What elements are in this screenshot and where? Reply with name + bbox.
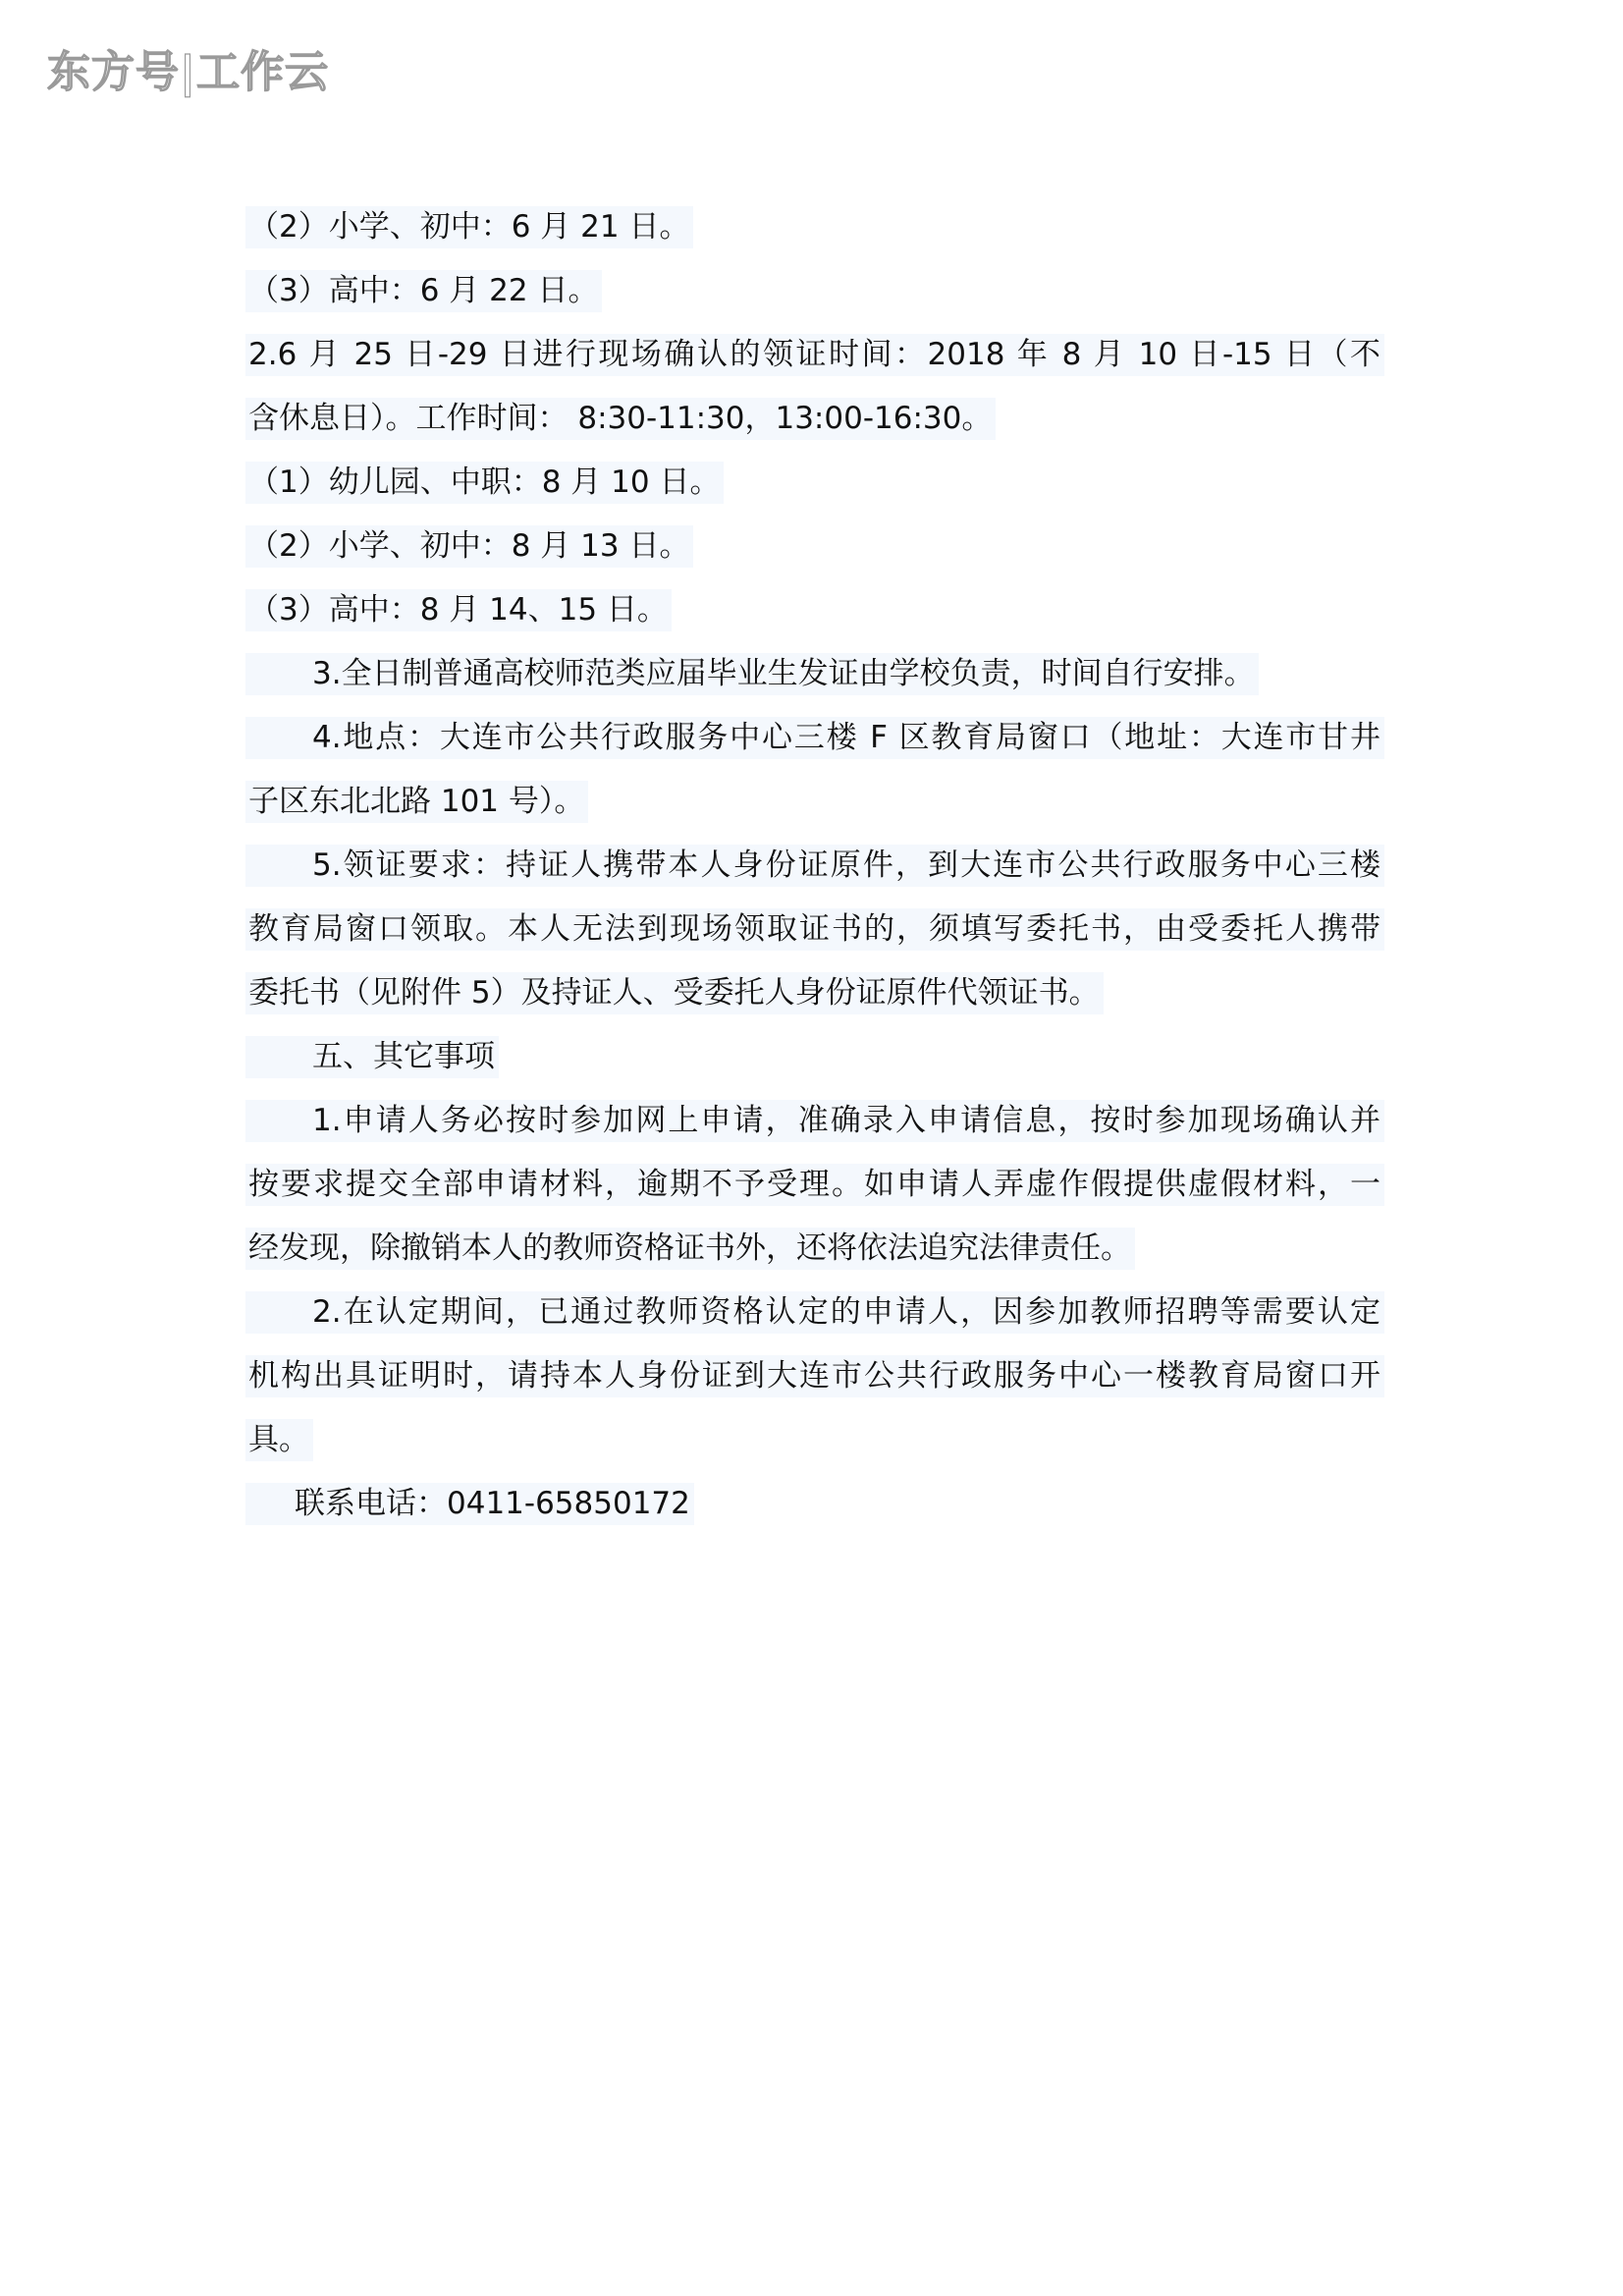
paragraph-line: 教育局窗口领取。本人无法到现场领取证书的，须填写委托书，由受委托人携带 — [245, 908, 1384, 951]
paragraph-line: 4.地点：大连市公共行政服务中心三楼 F 区教育局窗口（地址：大连市甘井 — [245, 717, 1384, 759]
paragraph-line: 委托书（见附件 5）及持证人、受委托人身份证原件代领证书。 — [245, 972, 1104, 1014]
paragraph-line: 1.申请人务必按时参加网上申请，准确录入申请信息，按时参加现场确认并 — [245, 1100, 1384, 1142]
paragraph-line: （3）高中：6 月 22 日。 — [245, 270, 602, 312]
paragraph-line: （1）幼儿园、中职：8 月 10 日。 — [245, 462, 724, 504]
paragraph-line: 按要求提交全部申请材料，逾期不予受理。如申请人弄虚作假提供虚假材料，一 — [245, 1164, 1384, 1206]
contact-phone: 联系电话：0411-65850172 — [245, 1483, 694, 1525]
paragraph-line: 具。 — [245, 1419, 313, 1461]
paragraph-line: 2.6 月 25 日-29 日进行现场确认的领证时间：2018 年 8 月 10 日-15 日（不 — [245, 334, 1384, 376]
paragraph-line: 子区东北北路 101 号）。 — [245, 781, 588, 823]
section-heading: 五、其它事项 — [245, 1036, 499, 1078]
paragraph-line: （3）高中：8 月 14、15 日。 — [245, 589, 672, 631]
paragraph-line: （2）小学、初中：6 月 21 日。 — [245, 206, 693, 248]
paragraph-line: 含休息日）。工作时间： 8:30-11:30，13:00-16:30。 — [245, 398, 996, 440]
watermark-logo: 东方号|工作云 — [47, 47, 330, 97]
paragraph-line: 机构出具证明时，请持本人身份证到大连市公共行政服务中心一楼教育局窗口开 — [245, 1355, 1384, 1397]
paragraph-line: 3.全日制普通高校师范类应届毕业生发证由学校负责，时间自行安排。 — [245, 653, 1259, 695]
paragraph-line: 2.在认定期间，已通过教师资格认定的申请人，因参加教师招聘等需要认定 — [245, 1291, 1384, 1334]
paragraph-line: （2）小学、初中：8 月 13 日。 — [245, 525, 693, 568]
paragraph-line: 经发现，除撤销本人的教师资格证书外，还将依法追究法律责任。 — [245, 1228, 1135, 1270]
paragraph-line: 5.领证要求：持证人携带本人身份证原件，到大连市公共行政服务中心三楼 — [245, 845, 1384, 887]
